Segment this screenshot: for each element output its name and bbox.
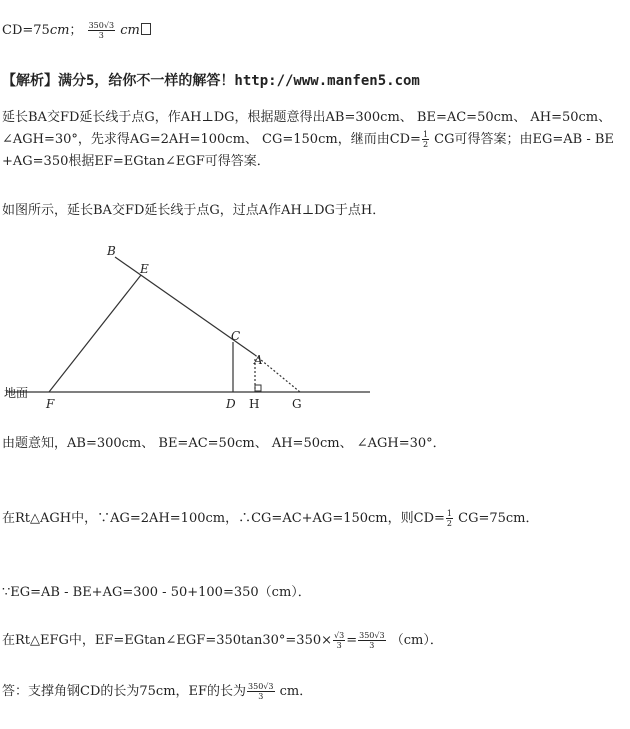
- step-eg: ∵EG=AB - BE+AG=300 - 50+100=350（cm）．: [2, 585, 311, 600]
- text-segment: 答：支撑角钢CD的长为75cm，EF的长为: [2, 684, 247, 699]
- label-c: C: [231, 329, 241, 343]
- text-segment: CG可得答案；由EG=AB - BE: [430, 132, 614, 147]
- fraction-denominator: 3: [258, 692, 264, 701]
- fraction: [422, 130, 429, 149]
- fraction-denominator: 2: [446, 519, 452, 528]
- line-ef: [49, 275, 141, 392]
- right-angle-mark: [255, 385, 261, 391]
- text-segment: 在Rt△EFG中，EF=EGtan∠EGF=350tan30°=350×: [2, 633, 333, 648]
- step-cd: [2, 508, 626, 530]
- label-b: B: [107, 244, 116, 258]
- label-g: G: [292, 397, 302, 411]
- fraction-numerator: 350√3: [248, 682, 274, 691]
- fraction: [247, 682, 274, 701]
- fraction: [358, 631, 385, 650]
- step-ef: [2, 630, 626, 652]
- text-segment: 在Rt△AGH中，∵AG=2AH=100cm，∴CG=AC+AG=150cm，则CD=: [2, 511, 445, 526]
- analysis-header: [2, 70, 626, 92]
- unit: cm: [49, 23, 70, 38]
- separator: ；: [69, 23, 83, 38]
- fraction-numerator: √3: [334, 631, 345, 640]
- fraction-numerator: 1: [446, 509, 452, 518]
- fraction-numerator: 350√3: [359, 631, 385, 640]
- text-segment: （cm）．: [390, 633, 443, 648]
- final-answer: [2, 681, 626, 703]
- geometry-figure: [0, 235, 400, 415]
- analysis-title: 满分5，给你不一样的解答！http://www.manfen5.com: [58, 73, 420, 89]
- given-info: 由题意知，AB=300cm、 BE=AC=50cm、 AH=50cm、 ∠AGH=30°．: [2, 436, 446, 451]
- text-line: +AG=350根据EF=EGtan∠EGF可得答案．: [2, 154, 270, 169]
- analysis-bracket: 【解析】: [2, 73, 58, 89]
- missing-glyph-box: [141, 23, 151, 35]
- figure-intro: 如图所示，延长BA交FD延长线于点G，过点A作AH⊥DG于点H．: [2, 203, 386, 218]
- equals-sign: =: [346, 633, 358, 648]
- analysis-paragraph: [2, 107, 626, 173]
- answer-line: [2, 20, 626, 42]
- fraction: [446, 509, 453, 528]
- fraction: [88, 21, 115, 40]
- label-a: A: [254, 353, 263, 367]
- label-e: E: [140, 262, 149, 276]
- fraction-numerator: 1: [422, 130, 429, 139]
- fraction-numerator: 350√3: [88, 21, 115, 30]
- label-d: D: [226, 397, 236, 411]
- text-line: 延长BA交FD延长线于点G，作AH⊥DG，根据题意得出AB=300cm、 BE=AC=50cm、 AH=50cm、: [2, 110, 612, 125]
- text-line: [2, 129, 626, 151]
- fraction-denominator: 3: [336, 641, 342, 650]
- ground-label: 地面: [4, 386, 29, 400]
- label-h: H: [249, 397, 260, 411]
- fraction-denominator: 3: [98, 31, 104, 40]
- text-segment: CG=75cm．: [454, 511, 539, 526]
- label-f: F: [46, 397, 55, 411]
- unit: cm: [120, 23, 140, 38]
- cd-value: CD=75: [2, 23, 50, 38]
- text-segment: cm．: [275, 684, 313, 699]
- fraction-denominator: 3: [369, 641, 375, 650]
- fraction: [333, 631, 345, 650]
- text-segment: ∠AGH=30°，先求得AG=2AH=100cm、 CG=150cm，继而由CD=: [2, 132, 421, 147]
- fraction-denominator: 2: [422, 140, 429, 149]
